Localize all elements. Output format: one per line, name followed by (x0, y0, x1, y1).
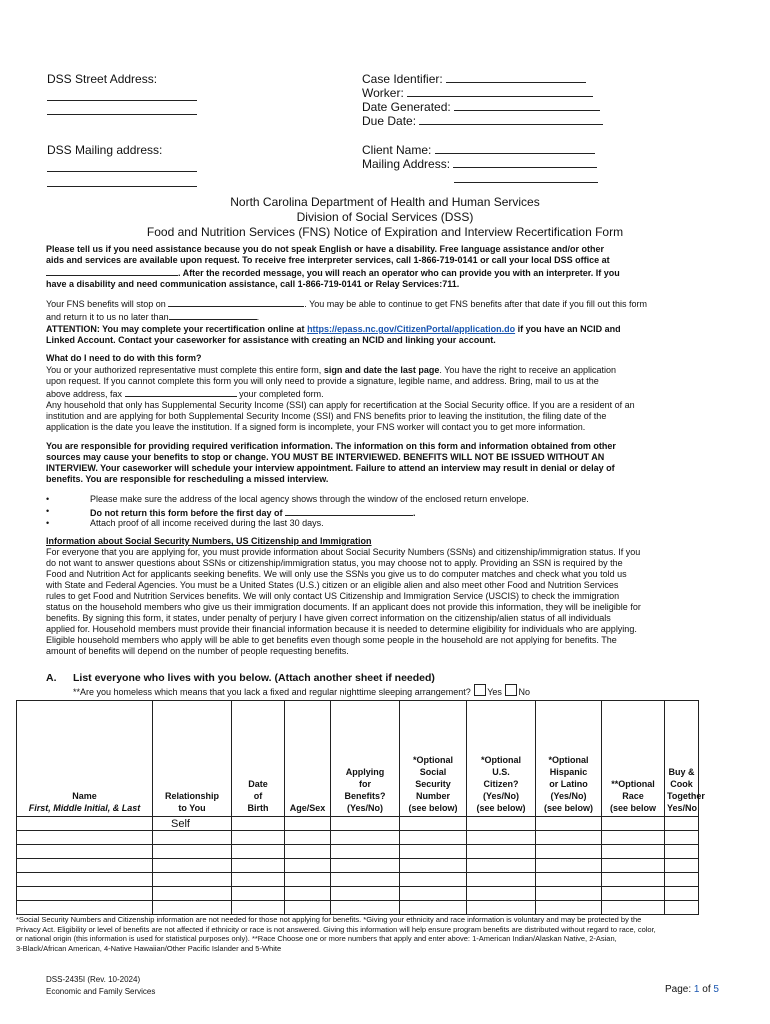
table-cell[interactable] (285, 859, 331, 873)
division-name: Economic and Family Services (46, 987, 156, 996)
dss-phone-field[interactable] (46, 266, 178, 276)
title-department: North Carolina Department of Health and Human Services (230, 195, 540, 209)
table-cell[interactable] (285, 887, 331, 901)
table-cell[interactable] (665, 901, 699, 915)
table-cell[interactable] (331, 817, 400, 831)
table-cell[interactable] (331, 887, 400, 901)
table-cell[interactable] (285, 873, 331, 887)
table-cell[interactable] (665, 887, 699, 901)
responsibility-notice: You are responsible for providing required verification information. The information on this form and information obtained from other sources may cause your benefits to stop or change. YOU MUST BE INTERVIEWED. BENEFITS WILL NOT BE ISSUED WITHOUT AN INTERVIEW. Your caseworker will schedule your interview appointment. Failure to attend an interview may result in denial or delay of benefits. You are responsible for rescheduling a missed interview. (46, 441, 616, 484)
table-cell[interactable] (400, 901, 467, 915)
benefits-stop-date-field[interactable] (168, 297, 304, 307)
table-cell[interactable] (536, 887, 602, 901)
table-cell[interactable] (153, 887, 232, 901)
table-cell[interactable] (17, 859, 153, 873)
homeless-no-label: No (518, 687, 530, 697)
table-cell[interactable] (602, 873, 665, 887)
ssn-section-heading: Information about Social Security Numbers, US Citizenship and Immigration (46, 536, 372, 546)
table-cell[interactable] (285, 845, 331, 859)
table-cell[interactable]: Self (153, 817, 232, 831)
dss-street-line-2[interactable] (47, 104, 197, 115)
worker-label: Worker: (362, 86, 404, 100)
table-row (17, 817, 699, 831)
household-members-table (16, 700, 705, 915)
table-cell[interactable] (602, 901, 665, 915)
table-cell[interactable] (331, 873, 400, 887)
table-row (17, 901, 699, 915)
table-cell[interactable] (17, 831, 153, 845)
due-date-label: Due Date: (362, 114, 417, 128)
column-header: **Optional Race (see below (602, 701, 665, 817)
table-cell[interactable] (17, 817, 153, 831)
table-row (17, 845, 699, 859)
table-cell[interactable] (400, 845, 467, 859)
table-cell[interactable] (602, 831, 665, 845)
table-cell[interactable] (232, 887, 285, 901)
table-cell[interactable] (602, 887, 665, 901)
mailing-address-label: Mailing Address: (362, 157, 451, 171)
table-cell[interactable] (153, 831, 232, 845)
table-row (17, 873, 699, 887)
epass-link[interactable]: https://epass.nc.gov/CitizenPortal/application.do (307, 324, 516, 334)
table-cell[interactable] (467, 845, 536, 859)
date-generated-label: Date Generated: (362, 100, 451, 114)
table-cell[interactable] (602, 817, 665, 831)
client-name-field[interactable] (435, 143, 595, 154)
table-cell[interactable] (17, 887, 153, 901)
homeless-yes-checkbox[interactable] (474, 684, 486, 696)
column-header: Name First, Middle Initial, & Last (17, 701, 153, 817)
column-header: Age/Sex (285, 701, 331, 817)
table-cell[interactable] (467, 859, 536, 873)
worker-field[interactable] (407, 86, 593, 97)
fax-number-field[interactable] (125, 387, 237, 397)
table-cell[interactable] (400, 817, 467, 831)
mailing-address-field-2[interactable] (454, 172, 598, 183)
section-a-title: List everyone who lives with you below. (Attach another sheet if needed) (73, 672, 435, 684)
table-cell[interactable] (536, 859, 602, 873)
bullet-attach-income: Attach proof of all income received during the last 30 days. (90, 518, 324, 528)
table-cell[interactable] (232, 873, 285, 887)
dss-street-line-1[interactable] (47, 90, 197, 101)
table-cell[interactable] (400, 859, 467, 873)
column-header: *Optional Social Security Number (see below) (400, 701, 467, 817)
table-cell[interactable] (467, 901, 536, 915)
title-division: Division of Social Services (DSS) (296, 210, 474, 224)
table-cell[interactable] (665, 845, 699, 859)
case-identifier-field[interactable] (446, 72, 586, 83)
table-cell[interactable] (602, 845, 665, 859)
case-identifier-label: Case Identifier: (362, 72, 443, 86)
table-cell[interactable] (17, 901, 153, 915)
race-ethnicity-footnote: *Social Security Numbers and Citizenship information are not needed for those not applying for benefits. *Giving your ethnicity and race information is voluntary and may be protected by the Privacy Act. Eligibility or level of benefits are not affected if ethnicity or race is not answered. Giving this information will help ensure program benefits are distributed without regard to race, color, or national origin (this information is used for statistical purposes only). **Race Choose one or more numbers that apply and enter above: 1-American Indian/Alaskan Native, 2-Asian, 3-Black/African American, 4-Native Hawaiian/Other Pacific Islander and 5-White (16, 915, 656, 953)
table-cell[interactable] (536, 831, 602, 845)
client-name-label: Client Name: (362, 143, 432, 157)
mailing-address-field-1[interactable] (453, 157, 597, 168)
table-cell[interactable] (665, 817, 699, 831)
homeless-no-checkbox[interactable] (505, 684, 517, 696)
table-cell[interactable] (536, 901, 602, 915)
table-cell[interactable] (232, 817, 285, 831)
what-to-do-text: You or your authorized representative must complete this entire form, sign and date the last page. You have the right to receive an application upon request. If you cannot complete this form you will only need to provide a signature, legible name, and address. Bring, mail to us at the above address, fax your completed form. Any household that only has Supplemental Security Income (SSI) can apply for recertification at the Social Security office. If you are a resident of an institution and are applying for both Supplemental Security Income (SSI) and FNS benefits prior to leaving the institution, the filing date of the application is the date you leave the institution. If a signed form is incomplete, your FNS worker will contact you to get more information. (46, 365, 635, 432)
table-cell[interactable] (467, 817, 536, 831)
table-cell[interactable] (153, 901, 232, 915)
table-cell[interactable] (665, 859, 699, 873)
table-row (17, 887, 699, 901)
page-total: 5 (713, 984, 719, 995)
what-to-do-heading: What do I need to do with this form? (46, 353, 202, 363)
dss-mailing-line-2[interactable] (47, 176, 197, 187)
bullet-icon: • (46, 494, 50, 504)
homeless-question: **Are you homeless which means that you lack a fixed and regular nighttime sleeping arrangement? Yes No (73, 684, 530, 698)
table-cell[interactable] (400, 873, 467, 887)
table-cell[interactable] (400, 887, 467, 901)
table-cell[interactable] (232, 831, 285, 845)
table-cell[interactable] (536, 817, 602, 831)
table-cell[interactable] (602, 859, 665, 873)
table-cell[interactable] (331, 901, 400, 915)
table-cell[interactable] (467, 873, 536, 887)
table-cell[interactable] (153, 873, 232, 887)
dss-street-label: DSS Street Address: (47, 72, 158, 86)
benefits-stop-notice: Your FNS benefits will stop on . You may be able to continue to get FNS benefits after that date if you fill out this form and return it to us no later than . (46, 299, 647, 322)
due-date-field[interactable] (419, 114, 603, 125)
return-by-date-field[interactable] (169, 310, 257, 320)
page-current[interactable]: 1 (693, 984, 700, 995)
table-cell[interactable] (536, 845, 602, 859)
bullet-address-window: Please make sure the address of the local agency shows through the window of the enclosed return envelope. (90, 494, 529, 504)
attention-online-notice: ATTENTION: You may complete your recertification online at https://epass.nc.gov/CitizenPortal/application.do if you have an NCID and Linked Account. Contact your caseworker for assistance with creating an NCID and linking your account. (46, 324, 621, 345)
table-cell[interactable] (467, 831, 536, 845)
date-generated-field[interactable] (454, 100, 600, 111)
form-id: DSS-2435I (Rev. 10-2024) (46, 975, 141, 984)
table-cell[interactable] (285, 817, 331, 831)
table-cell[interactable] (232, 901, 285, 915)
table-cell[interactable] (153, 859, 232, 873)
bullet-icon: • (46, 506, 50, 516)
page-indicator: Page: 1 of 5 (665, 984, 719, 995)
table-cell[interactable] (400, 831, 467, 845)
table-row (17, 859, 699, 873)
table-cell[interactable] (665, 831, 699, 845)
table-cell[interactable] (665, 873, 699, 887)
dss-mailing-label: DSS Mailing address: (47, 143, 163, 157)
ssn-section-text: For everyone that you are applying for, you must provide information about Social Security Numbers (SSNs) and citizenship/immigration status. If you do not want to answer questions about SSNs or citizenship/immigration status, you may choose not to apply. Providing an SSN is required by the Food and Nutrition Act for applicants seeking benefits. We will only use the SSNs you give us to do computer matches and check what you told us with State and Federal Agencies. You must be a United States (U.S.) citizen or an eligible alien and also meet other Food and Nutrition Services rules to get Food and Nutrition Services benefits. We will only contact US Citizenship and Immigration Service (USCIS) to check the immigration status on the household members who give us their immigration documents. If an applicant does not provide this information, they will be ineligible for benefits. By signing this form, it states, under penalty of perjury I have given correct information on the citizenship/alien status of all individuals applied for. Household members must provide their financial information because it is needed to determine eligibility for individuals who are applying. Eligible household members who apply will be able to get benefits even though some people in the household are not applying for benefits. The amount of benefits will depend on the number of people requesting benefits. (46, 547, 641, 656)
table-cell[interactable] (232, 845, 285, 859)
table-cell[interactable] (331, 831, 400, 845)
table-cell[interactable] (153, 845, 232, 859)
table-cell[interactable] (17, 845, 153, 859)
column-header: Relationship to You (153, 701, 232, 817)
table-cell[interactable] (331, 859, 400, 873)
table-cell[interactable] (232, 859, 285, 873)
homeless-yes-label: Yes (487, 687, 502, 697)
language-assistance-notice: Please tell us if you need assistance because you do not speak English or have a disability. Free language assistance and/or other aids and services are available upon request. To receive free interpreter services, call 1-866-719-0141 or call your local DSS office at . After the recorded message, you will reach an operator who can provide you with an interpreter. If you have a disability and need communication assistance, call 1-866-719-0141 or Relay Services:711. (46, 244, 620, 289)
table-cell[interactable] (285, 831, 331, 845)
title-form: Food and Nutrition Services (FNS) Notice of Expiration and Interview Recertification Form (146, 225, 624, 239)
table-cell[interactable] (467, 887, 536, 901)
first-day-field[interactable] (285, 506, 413, 516)
column-header: *Optional Hispanic or Latino (Yes/No) (see below) (536, 701, 602, 817)
table-cell[interactable] (285, 901, 331, 915)
column-header: Date of Birth (232, 701, 285, 817)
table-cell[interactable] (331, 845, 400, 859)
table-cell[interactable] (17, 873, 153, 887)
column-header: *Optional U.S. Citizen? (Yes/No) (see below) (467, 701, 536, 817)
column-header: Applying for Benefits? (Yes/No) (331, 701, 400, 817)
column-header: Buy & Cook Together Yes/No (665, 701, 699, 817)
table-row (17, 831, 699, 845)
table-cell[interactable] (536, 873, 602, 887)
bullet-do-not-return: Do not return this form before the first day of . (90, 508, 416, 518)
section-a-letter: A. (46, 672, 57, 684)
dss-mailing-line-1[interactable] (47, 161, 197, 172)
bullet-icon: • (46, 518, 50, 528)
